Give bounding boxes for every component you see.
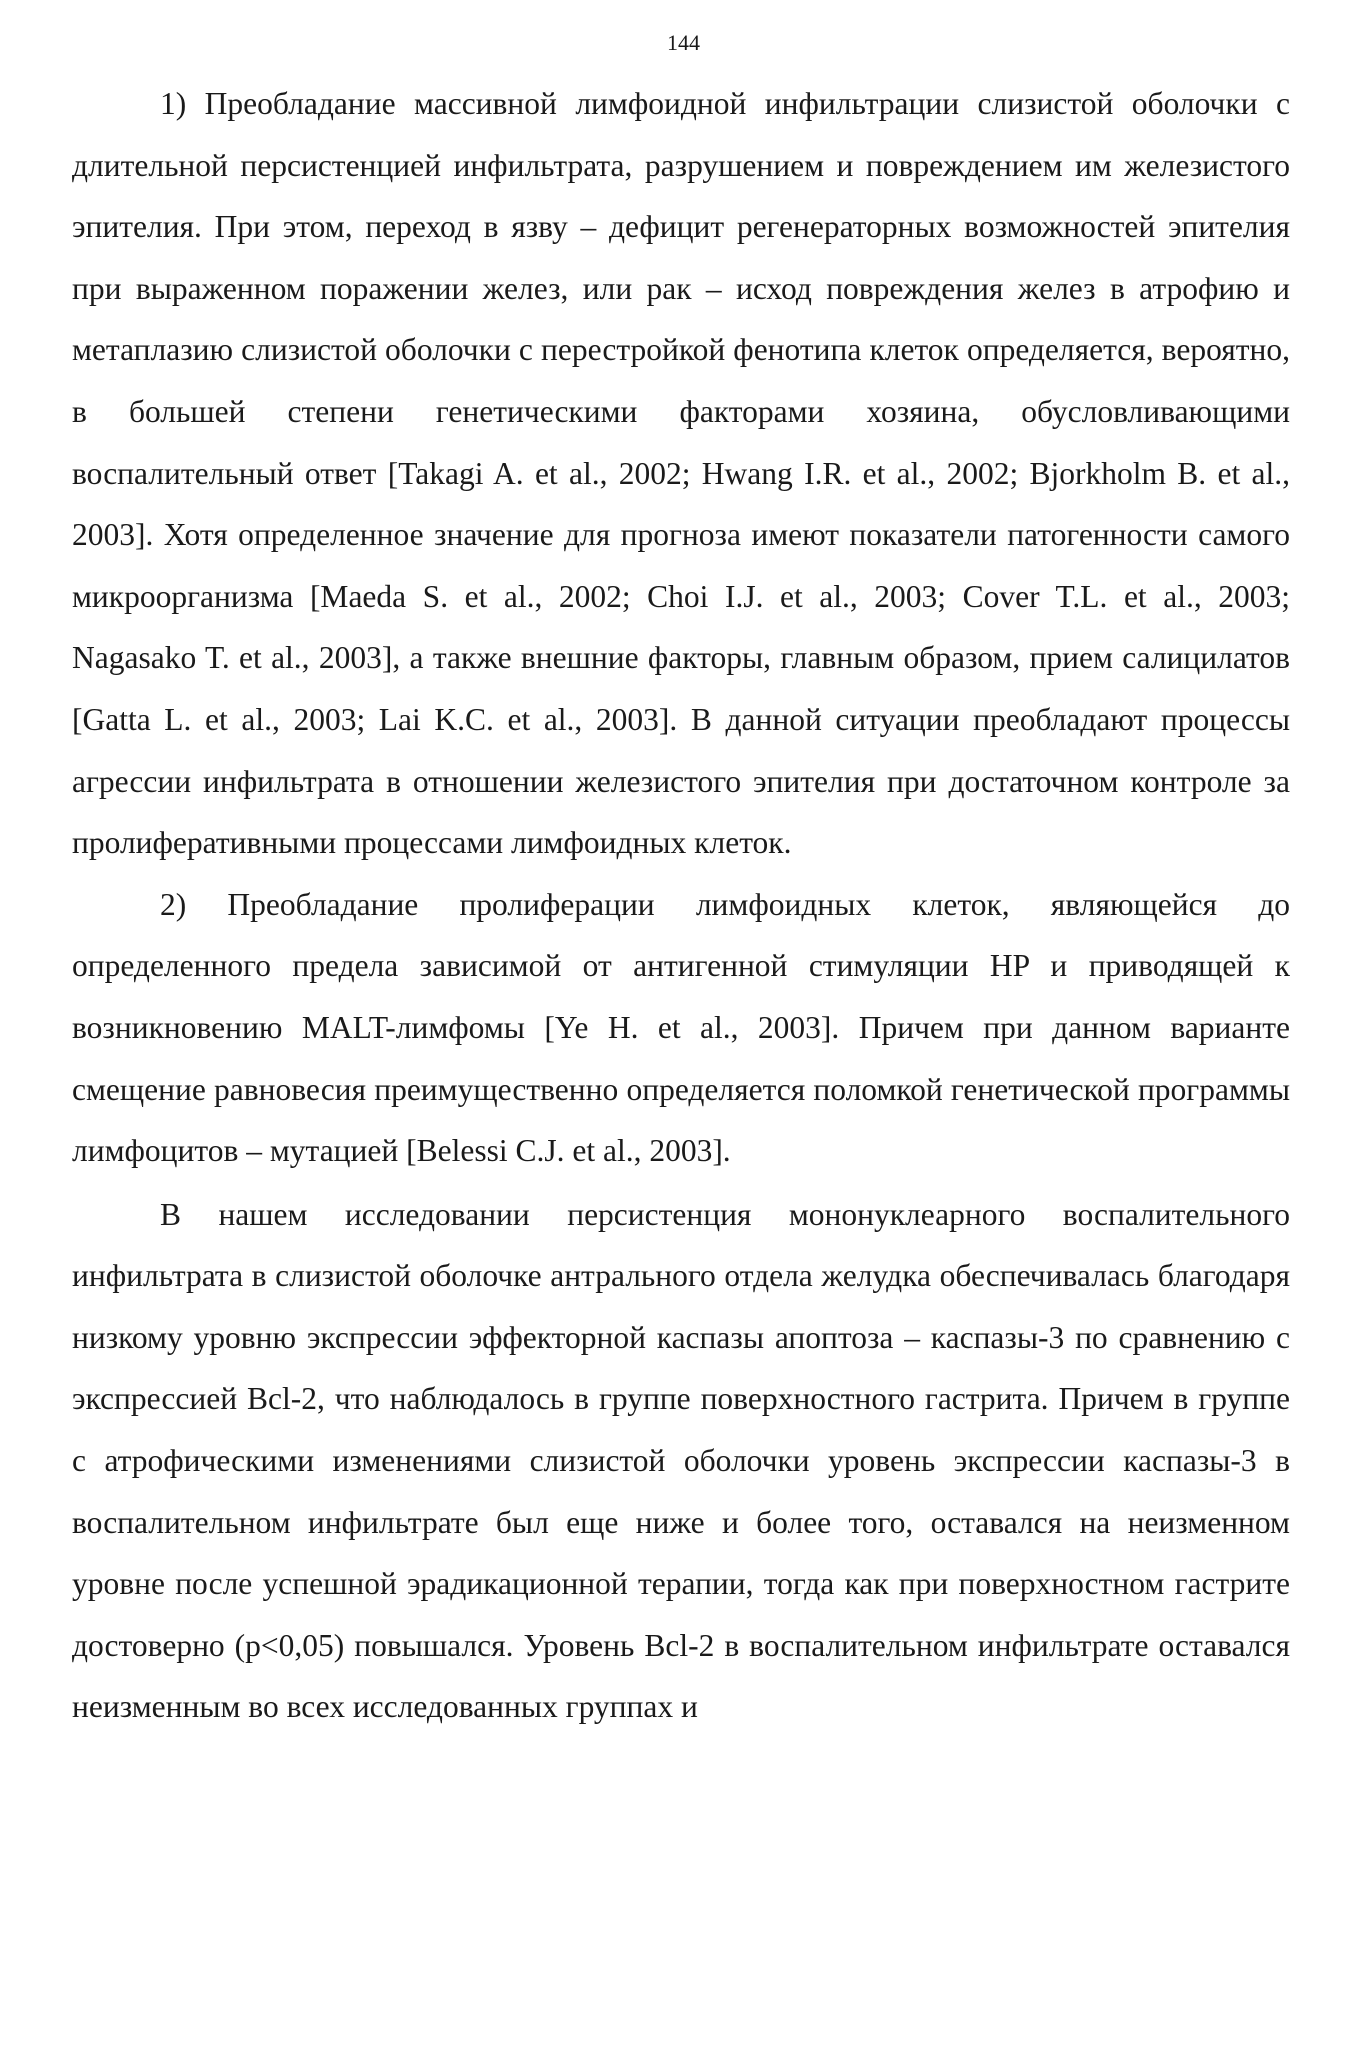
page-number: 144 bbox=[667, 30, 700, 55]
paragraph-2: 2) Преобладание пролиферации лимфоидных клеток, являющейся до определенного предела зависимой от антигенной стимуляции HP и приводящей к возникновению MALT-лимфомы [Ye H. et al., 2003]. Причем при данном варианте смещение равновесия преимущественно определяется поломкой генетической программы лимфоцитов – мутацией [Belessi C.J. et al., 2003]. bbox=[72, 886, 1290, 1169]
paragraph-1: 1) Преобладание массивной лимфоидной инфильтрации слизистой оболочки с длительной персистенцией инфильтрата, разрушением и повреждением им железистого эпителия. При этом, переход в язву – дефицит регенераторных возможностей эпителия при выраженном поражении желез, или рак – исход повреждения желез в атрофию и метаплазию слизистой оболочки с перестройкой фенотипа клеток определяется, вероятно, в большей степени генетическими факторами хозяина, обусловливающими воспалительный ответ [Takagi A. et al., 2002; Hwang I.R. et al., 2002; Bjorkholm B. et al., 2003]. Хотя определенное значение для прогноза имеют показатели патогенности самого микроорганизма [Maeda S. et al., 2002; Choi I.J. et al., 2003; Cover T.L. et al., 2003; Nagasako T. et al., 2003], а также внешние факторы, главным образом, прием салицилатов [Gatta L. et al., 2003; Lai K.C. et al., 2003]. В данной ситуации преобладают процессы агрессии инфильтрата в отношении железистого эпителия при достаточном контроле за пролиферативными процессами лимфоидных клеток. bbox=[72, 86, 1290, 861]
document-body bbox=[72, 73, 1290, 1738]
paragraph-3: В нашем исследовании персистенция мононуклеарного воспалительного инфильтрата в слизистой оболочке антрального отдела желудка обеспечивалась благодаря низкому уровню экспрессии эффекторной каспазы апоптоза – каспазы-3 по сравнению с экспрессией Bcl-2, что наблюдалось в группе поверхностного гастрита. Причем в группе с атрофическими изменениями слизистой оболочки уровень экспрессии каспазы-3 в воспалительном инфильтрате был еще ниже и более того, оставался на неизменном уровне после успешной эрадикационной терапии, тогда как при поверхностном гастрите достоверно (p<0,05) повышался. Уровень Bcl-2 в воспалительном инфильтрате оставался неизменным во всех исследованных группах и bbox=[72, 1196, 1290, 1725]
